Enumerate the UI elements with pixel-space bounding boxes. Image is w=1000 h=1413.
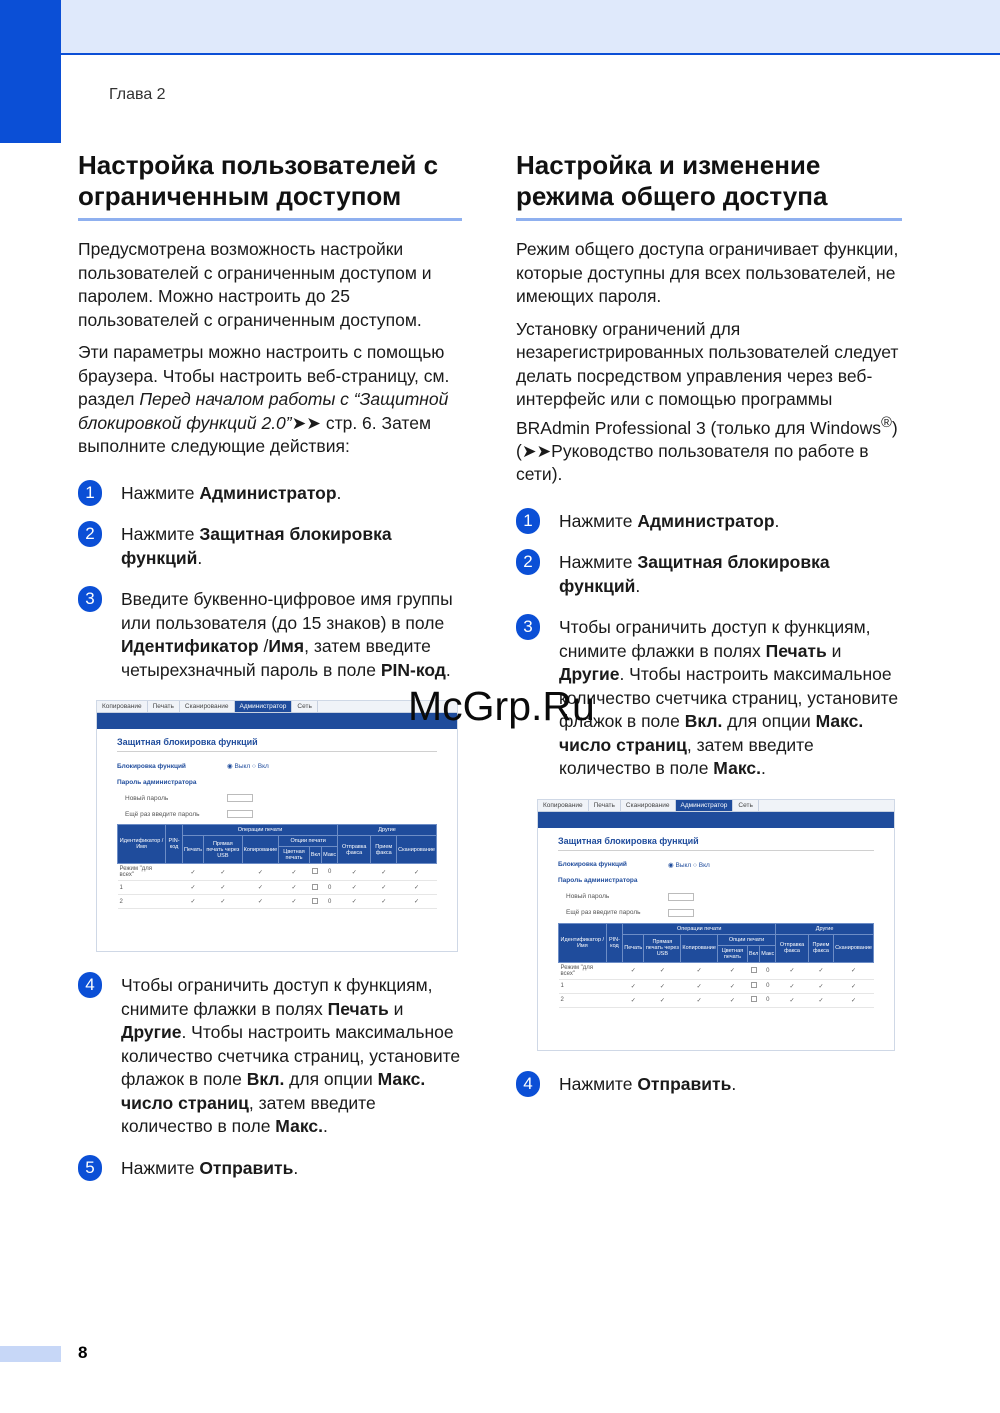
step-number: 1 (516, 508, 540, 534)
cross-reference-link[interactable]: Перед началом работы с “Защитной блокировкой функций 2.0” (78, 389, 449, 433)
paragraph: Эти параметры можно настроить с помощью браузера. Чтобы настроить веб-страницу, см. раздел Перед началом работы с “Защитной блокировкой функций 2.0”➤➤ стр. 6. Затем выполните следующие действия: (78, 342, 450, 456)
header-band (0, 0, 1000, 55)
step-item: 1 Нажмите Администратор. (78, 482, 462, 506)
step-number: 3 (516, 614, 540, 640)
repeat-password-input[interactable] (668, 909, 694, 917)
restrictions-table: Идентификатор /Имя PIN-код Операции печати Другие Печать Прямая печать через USB Копирование Опции печати Отправка факса Прием факса Сканирование Цветная печать Вкл Макс Режим "для всех" ✓ ✓ ✓ ✓ 0 ✓ ✓ ✓ 1 ✓ ✓ ✓ ✓ 0 ✓ ✓ ✓ 2 ✓ ✓ ✓ ✓ 0 ✓ ✓ ✓ (558, 923, 874, 1008)
tab-scan[interactable]: Сканирование (621, 800, 676, 811)
step-number: 4 (516, 1071, 540, 1097)
tab-admin[interactable]: Администратор (235, 701, 293, 712)
tab-print[interactable]: Печать (148, 701, 180, 712)
table-row: 1 ✓ ✓ ✓ ✓ 0 ✓ ✓ ✓ (559, 979, 874, 993)
tab-admin[interactable]: Администратор (676, 800, 734, 811)
page-number: 8 (78, 1343, 88, 1362)
paragraph: Установку ограничений для незарегистрированных пользователей следует делать посредством управления через веб-интерфейс или с помощью программы BRAdmin Professional 3 (только для Windows®) (➤➤Руководство пользователя по работе в сети). (516, 318, 899, 485)
settings-title: Защитная блокировка функций (558, 836, 874, 851)
step-number: 1 (78, 480, 102, 506)
paragraph: Предусмотрена возможность настройки пользователей с ограниченным доступом и паролем. Можно настроить до 25 пользователей с ограниченным доступом. (78, 239, 432, 330)
restrictions-table: Идентификатор /Имя PIN-код Операции печати Другие Печать Прямая печать через USB Копирование Опции печати Отправка факса Прием факса Сканирование Цветная печать Вкл Макс Режим "для всех" ✓ ✓ ✓ ✓ 0 ✓ ✓ ✓ 1 ✓ ✓ ✓ ✓ 0 ✓ ✓ ✓ 2 ✓ ✓ ✓ ✓ 0 ✓ ✓ ✓ (117, 824, 437, 909)
section-heading-restricted-users: Настройка пользователей с ограниченным доступом (78, 150, 462, 221)
step-item: 3 Введите буквенно-цифровое имя группы или пользователя (до 15 знаков) в поле Идентификатор /Имя, затем введите четырехзначный пароль в поле PIN-код. (78, 588, 462, 682)
step-number: 4 (78, 972, 102, 998)
section-heading-public-mode: Настройка и изменение режима общего доступа (516, 150, 902, 221)
left-column (78, 150, 462, 1198)
lock-radio[interactable]: ◉ Выкл ○ Вкл (227, 763, 269, 770)
tab-network[interactable]: Сеть (733, 800, 758, 811)
step-item: 2 Нажмите Защитная блокировка функций. (516, 551, 902, 598)
tab-bar (97, 701, 457, 713)
chapter-tab (0, 0, 61, 143)
web-interface-screenshot: Копирование Печать Сканирование Администратор Сеть Защитная блокировка функций Блокировка функций ◉ Выкл ○ Вкл Пароль администратора Новый пароль Ещё раз введите пароль Идентификатор /Имя PIN-код Операции печати Другие Печать Прямая печать через USB Копирование Опции печати Отправка факса Прием факса Сканирование Цветная печать Вкл Макс Режим "для всех" ✓ ✓ ✓ ✓ 0 ✓ ✓ ✓ 1 ✓ ✓ ✓ ✓ 0 ✓ ✓ ✓ 2 ✓ ✓ ✓ ✓ 0 ✓ ✓ ✓ (537, 799, 895, 1051)
right-column (516, 150, 902, 1114)
step-number: 2 (516, 549, 540, 575)
table-row: Режим "для всех" ✓ ✓ ✓ ✓ 0 ✓ ✓ ✓ (559, 962, 874, 979)
tab-copy[interactable]: Копирование (538, 800, 589, 811)
blue-bar (97, 713, 457, 729)
watermark: McGrp.Ru (408, 683, 595, 729)
table-row: 2 ✓ ✓ ✓ ✓ 0 ✓ ✓ ✓ (559, 993, 874, 1007)
step-item: 4 Чтобы ограничить доступ к функциям, снимите флажки в полях Печать и Другие. Чтобы настроить максимальное количество счетчика страниц, установите флажок в поле Вкл. для опции Макс. число страниц, затем введите количество в поле Макс.. (78, 974, 462, 1139)
paragraph: Режим общего доступа ограничивает функции, которые доступны для всех пользователей, не имеющих пароля. (516, 239, 899, 306)
repeat-password-input[interactable] (227, 810, 253, 818)
chapter-label: Глава 2 (109, 86, 166, 103)
new-password-input[interactable] (227, 794, 253, 802)
table-row: 1 ✓ ✓ ✓ ✓ 0 ✓ ✓ ✓ (118, 881, 437, 895)
table-row: Режим "для всех" ✓ ✓ ✓ ✓ 0 ✓ ✓ ✓ (118, 864, 437, 881)
step-item: 4 Нажмите Отправить. (516, 1073, 902, 1097)
web-interface-screenshot: Копирование Печать Сканирование Администратор Сеть Защитная блокировка функций Блокировка функций ◉ Выкл ○ Вкл Пароль администратора Новый пароль Ещё раз введите пароль Идентификатор /Имя PIN-код Операции печати Другие Печать Прямая печать через USB Копирование Опции печати Отправка факса Прием факса Сканирование Цветная печать Вкл Макс Режим "для всех" ✓ ✓ ✓ ✓ 0 ✓ ✓ ✓ 1 ✓ ✓ ✓ ✓ 0 ✓ ✓ ✓ 2 ✓ ✓ ✓ ✓ 0 ✓ ✓ ✓ (96, 700, 458, 952)
step-item: 1 Нажмите Администратор. (516, 510, 902, 534)
lock-radio[interactable]: ◉ Выкл ○ Вкл (668, 861, 710, 869)
table-row: 2 ✓ ✓ ✓ ✓ 0 ✓ ✓ ✓ (118, 895, 437, 909)
step-number: 3 (78, 586, 102, 612)
tab-print[interactable]: Печать (589, 800, 621, 811)
tab-scan[interactable]: Сканирование (180, 701, 235, 712)
arrow-icon: ➤➤ (291, 412, 321, 433)
footer-band (0, 1346, 61, 1362)
step-number: 5 (78, 1155, 102, 1181)
step-item: 2 Нажмите Защитная блокировка функций. (78, 523, 462, 570)
step-item: 5 Нажмите Отправить. (78, 1157, 462, 1181)
new-password-input[interactable] (668, 893, 694, 901)
step-number: 2 (78, 521, 102, 547)
step-item: 3 Чтобы ограничить доступ к функциям, снимите флажки в полях Печать и Другие. Чтобы настроить максимальное количество счетчика страниц, установите флажок в поле Вкл. для опции Макс. число страниц, затем введите количество в поле Макс.. (516, 616, 902, 781)
settings-title: Защитная блокировка функций (117, 737, 437, 752)
blue-bar (538, 812, 894, 828)
tab-network[interactable]: Сеть (292, 701, 317, 712)
tab-bar (538, 800, 894, 812)
tab-copy[interactable]: Копирование (97, 701, 148, 712)
